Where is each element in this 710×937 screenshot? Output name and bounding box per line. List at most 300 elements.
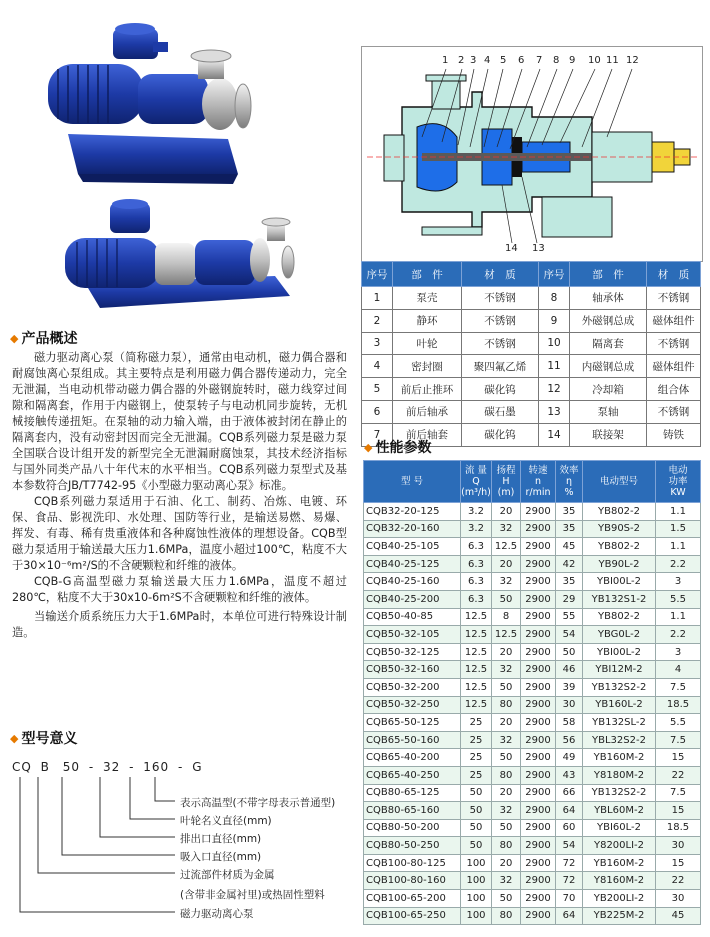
perf-cell: 2900 xyxy=(521,555,556,573)
perf-header-eff xyxy=(556,461,583,503)
perf-cell: 20 xyxy=(492,503,521,521)
perf-cell: 12.5 xyxy=(492,538,521,556)
perf-row xyxy=(364,590,701,608)
perf-cell: YB132S2-2 xyxy=(583,678,656,696)
parts-cell: 铸铁 xyxy=(647,423,701,446)
code-sep: - xyxy=(88,760,95,774)
section-arrow-icon: ◆ xyxy=(364,440,373,454)
parts-cell: 10 xyxy=(539,332,570,355)
perf-cell: YB225M-2 xyxy=(583,907,656,925)
legend-outlet: 排出口直径(mm) xyxy=(180,833,262,845)
perf-header-row xyxy=(364,461,701,503)
model-code xyxy=(12,760,203,774)
perf-cell: 80 xyxy=(492,837,521,855)
perf-cell: YB160M-2 xyxy=(583,749,656,767)
perf-cell: 5.5 xyxy=(656,714,701,732)
perf-cell: 12.5 xyxy=(461,678,492,696)
section-arrow-icon: ◆ xyxy=(10,331,19,345)
perf-cell: 50 xyxy=(492,819,521,837)
perf-cell: 46 xyxy=(556,661,583,679)
perf-cell: CQB80-65-160 xyxy=(364,802,461,820)
perf-row xyxy=(364,678,701,696)
perf-cell: 64 xyxy=(556,907,583,925)
perf-cell: 20 xyxy=(492,714,521,732)
perf-cell: 56 xyxy=(556,731,583,749)
perf-header-speed-line: 转速 xyxy=(528,465,548,476)
parts-cell: 14 xyxy=(539,423,570,446)
parts-header: 部 件 xyxy=(570,262,647,287)
perf-cell: CQB50-32-250 xyxy=(364,696,461,714)
perf-cell: 2900 xyxy=(521,819,556,837)
diagram-number: 9 xyxy=(569,55,576,66)
diagram-number: 13 xyxy=(532,243,545,254)
diagram-number: 7 xyxy=(536,55,543,66)
perf-cell: 54 xyxy=(556,626,583,644)
perf-cell: Y8160M-2 xyxy=(583,872,656,890)
perf-cell: 49 xyxy=(556,749,583,767)
parts-cell: 3 xyxy=(362,332,393,355)
pump-photo-top xyxy=(28,14,268,194)
perf-cell: 2900 xyxy=(521,837,556,855)
parts-cell: 6 xyxy=(362,400,393,423)
perf-cell: 50 xyxy=(461,837,492,855)
perf-cell: CQB80-65-125 xyxy=(364,784,461,802)
perf-cell: 20 xyxy=(492,555,521,573)
parts-cell: 组合体 xyxy=(647,378,701,401)
perf-cell: CQB100-80-160 xyxy=(364,872,461,890)
perf-cell: 80 xyxy=(492,766,521,784)
perf-cell: CQB65-40-200 xyxy=(364,749,461,767)
perf-cell: 6.3 xyxy=(461,573,492,591)
overview-text xyxy=(12,350,347,641)
diagram-number: 2 xyxy=(458,55,465,66)
perf-header-power-line: 功率 xyxy=(668,476,688,487)
overview-paragraph: 当输送介质系统压力大于1.6MPa时，本单位可进行特殊设计制造。 xyxy=(12,610,347,639)
perf-cell: 2900 xyxy=(521,907,556,925)
perf-cell: CQB40-25-200 xyxy=(364,590,461,608)
perf-cell: 70 xyxy=(556,890,583,908)
perf-cell: 3.2 xyxy=(461,503,492,521)
perf-cell: CQB50-32-200 xyxy=(364,678,461,696)
diagram-number: 8 xyxy=(553,55,560,66)
perf-cell: YB132S1-2 xyxy=(583,590,656,608)
perf-header-head-line: H xyxy=(502,476,510,487)
section-arrow-icon: ◆ xyxy=(10,731,19,745)
code-sep: - xyxy=(129,760,135,774)
perf-row xyxy=(364,503,701,521)
parts-cell: 隔离套 xyxy=(570,332,647,355)
perf-cell: 12.5 xyxy=(461,696,492,714)
parts-cell: 冷却箱 xyxy=(570,378,647,401)
perf-cell: 25 xyxy=(461,731,492,749)
parts-row xyxy=(362,400,701,423)
perf-cell: 12.5 xyxy=(461,661,492,679)
perf-cell: 25 xyxy=(461,766,492,784)
perf-cell: 66 xyxy=(556,784,583,802)
perf-cell: 50 xyxy=(492,590,521,608)
perf-cell: 50 xyxy=(492,749,521,767)
parts-cell: 11 xyxy=(539,355,570,378)
perf-cell: 2900 xyxy=(521,573,556,591)
parts-cell: 叶轮 xyxy=(393,332,462,355)
perf-cell: 2900 xyxy=(521,608,556,626)
perf-row xyxy=(364,749,701,767)
perf-cell: 1.1 xyxy=(656,608,701,626)
pump-photo-bottom xyxy=(55,198,305,328)
parts-cell: 不锈钢 xyxy=(647,332,701,355)
perf-cell: YB200LI-2 xyxy=(583,890,656,908)
perf-cell: YB802-2 xyxy=(583,503,656,521)
parts-cell: 泵壳 xyxy=(393,287,462,310)
perf-cell: YBL32S2-2 xyxy=(583,731,656,749)
perf-cell: 2900 xyxy=(521,538,556,556)
perf-cell: 2.2 xyxy=(656,626,701,644)
perf-row xyxy=(364,819,701,837)
perf-cell: 100 xyxy=(461,907,492,925)
perf-cell: 29 xyxy=(556,590,583,608)
parts-row xyxy=(362,378,701,401)
parts-cell: 8 xyxy=(539,287,570,310)
perf-cell: CQB40-25-160 xyxy=(364,573,461,591)
diagram-number: 3 xyxy=(470,55,477,66)
perf-cell: 2900 xyxy=(521,802,556,820)
code-cq: CQ xyxy=(12,760,32,774)
parts-cell: 前后止推环 xyxy=(393,378,462,401)
overview-paragraph: CQB系列磁力泵适用于石油、化工、制药、冶炼、电镀、环保、食品、影视洗印、水处理、国防等行业，是输送易燃、易爆、挥发、有毒、稀有贵重液体和各种腐蚀性液体的理想设备。CQB型磁力泵适用于输送最大压力1.6MPa，温度小超过100℃，粘度不大于30×10⁻⁶m²/S的不含硬颗粒和纤维的液体。 xyxy=(12,495,347,572)
perf-cell: YB160L-2 xyxy=(583,696,656,714)
perf-cell: YB90S-2 xyxy=(583,520,656,538)
legend-material: 过流部件材质为金属 xyxy=(180,869,275,881)
perf-cell: YB132S2-2 xyxy=(583,784,656,802)
parts-cell: 1 xyxy=(362,287,393,310)
perf-cell: YBL60M-2 xyxy=(583,802,656,820)
perf-cell: 2.2 xyxy=(656,555,701,573)
perf-row xyxy=(364,731,701,749)
perf-cell: YBG0L-2 xyxy=(583,626,656,644)
code-b: B xyxy=(40,760,50,774)
perf-cell: 6.3 xyxy=(461,538,492,556)
perf-cell: CQB50-32-105 xyxy=(364,626,461,644)
parts-cell: 外磁钢总成 xyxy=(570,309,647,332)
perf-cell: 7.5 xyxy=(656,784,701,802)
perf-header-eff-line: 效率 xyxy=(559,465,579,476)
perf-cell: 6.3 xyxy=(461,590,492,608)
perf-cell: 6.3 xyxy=(461,555,492,573)
parts-cell: 磁体组件 xyxy=(647,355,701,378)
perf-cell: 2900 xyxy=(521,678,556,696)
perf-cell: 55 xyxy=(556,608,583,626)
parts-row xyxy=(362,287,701,310)
perf-cell: 32 xyxy=(492,731,521,749)
parts-header: 序号 xyxy=(362,262,393,287)
parts-cell: 轴承体 xyxy=(570,287,647,310)
perf-cell: CQB65-50-125 xyxy=(364,714,461,732)
perf-cell: 22 xyxy=(656,766,701,784)
legend-pump-type: 磁力驱动离心泵 xyxy=(180,908,254,920)
code-sep: - xyxy=(178,760,184,774)
parts-cell: 9 xyxy=(539,309,570,332)
perf-cell: CQB65-50-160 xyxy=(364,731,461,749)
parts-header: 部 件 xyxy=(393,262,462,287)
parts-cell: 2 xyxy=(362,309,393,332)
parts-cell: 前后轴套 xyxy=(393,423,462,446)
perf-cell: 60 xyxy=(556,819,583,837)
parts-cell: 不锈钢 xyxy=(647,287,701,310)
perf-cell: 32 xyxy=(492,872,521,890)
perf-header-motor: 电动型号 xyxy=(583,461,656,503)
perf-cell: 18.5 xyxy=(656,696,701,714)
perf-cell: 45 xyxy=(556,538,583,556)
perf-row xyxy=(364,714,701,732)
perf-cell: 2900 xyxy=(521,749,556,767)
perf-header-head-line: (m) xyxy=(497,487,515,498)
perf-row xyxy=(364,626,701,644)
parts-cell: 密封圈 xyxy=(393,355,462,378)
performance-title-text: 性能参数 xyxy=(375,440,432,456)
perf-header-power-line: KW xyxy=(670,487,686,498)
overview-paragraph: 磁力驱动离心泵（简称磁力泵），通常由电动机，磁力偶合器和耐腐蚀离心泵组成。其主要特点是利用磁力偶合器传递动力，完全无泄漏，当电动机带动磁力偶合器的外磁钢旋转时，磁力线穿过间隙和隔离套，作用于内磁钢上，使泵转子与电动机同步旋转，无机械接触传递扭矩。在泵轴的动力输入端，由于液体被封闭在静止的隔离套内，没有动密封因而完全无泄漏。CQB系列磁力泵是磁力泵全国联合设计组开发的新型完全无泄漏耐腐蚀泵，其技术经济指标与国外同类产品八十年代末的水平相当。CQB系列磁力泵型式及基本参数符合JB/T7742-95《小型磁力驱动离心泵》标准。 xyxy=(12,351,347,492)
perf-cell: YBI00L-2 xyxy=(583,573,656,591)
pump-cross-section xyxy=(362,47,702,261)
perf-cell: 50 xyxy=(492,678,521,696)
perf-cell: 20 xyxy=(492,784,521,802)
perf-cell: 50 xyxy=(461,784,492,802)
diagram-number: 11 xyxy=(606,55,619,66)
parts-cell: 不锈钢 xyxy=(462,309,539,332)
perf-header-flow-line: Q xyxy=(472,476,480,487)
perf-cell: 2900 xyxy=(521,854,556,872)
perf-header-head xyxy=(492,461,521,503)
performance-title xyxy=(364,437,431,457)
perf-cell: 80 xyxy=(492,696,521,714)
perf-row xyxy=(364,890,701,908)
perf-row xyxy=(364,872,701,890)
legend-impeller: 叶轮名义直径(mm) xyxy=(180,815,272,827)
perf-cell: 43 xyxy=(556,766,583,784)
perf-cell: CQB40-25-125 xyxy=(364,555,461,573)
perf-cell: 1.1 xyxy=(656,503,701,521)
perf-cell: 100 xyxy=(461,854,492,872)
parts-cell: 聚四氟乙烯 xyxy=(462,355,539,378)
parts-header: 序号 xyxy=(539,262,570,287)
perf-cell: CQB50-40-85 xyxy=(364,608,461,626)
perf-cell: 18.5 xyxy=(656,819,701,837)
perf-row xyxy=(364,854,701,872)
model-code-connectors xyxy=(0,775,180,925)
diagram-number: 12 xyxy=(626,55,639,66)
parts-cell: 不锈钢 xyxy=(462,287,539,310)
perf-cell: 42 xyxy=(556,555,583,573)
perf-cell: 2900 xyxy=(521,784,556,802)
perf-header-power-line: 电动 xyxy=(668,465,688,476)
perf-cell: 72 xyxy=(556,854,583,872)
perf-cell: 1.1 xyxy=(656,538,701,556)
parts-cell: 联接架 xyxy=(570,423,647,446)
perf-cell: 2900 xyxy=(521,714,556,732)
perf-header-speed-line: n xyxy=(534,476,542,487)
diagram-number: 14 xyxy=(505,243,518,254)
perf-header-eff-line: η xyxy=(565,476,573,487)
perf-cell: 35 xyxy=(556,503,583,521)
perf-cell: 50 xyxy=(461,802,492,820)
perf-row xyxy=(364,643,701,661)
perf-row xyxy=(364,608,701,626)
perf-cell: 50 xyxy=(556,643,583,661)
perf-row xyxy=(364,696,701,714)
parts-cell: 7 xyxy=(362,423,393,446)
perf-cell: CQB50-32-160 xyxy=(364,661,461,679)
perf-cell: CQB80-50-250 xyxy=(364,837,461,855)
diagram-number: 10 xyxy=(588,55,601,66)
perf-cell: 2900 xyxy=(521,520,556,538)
legend-inlet: 吸入口直径(mm) xyxy=(180,851,262,863)
structure-diagram xyxy=(361,46,703,262)
perf-row xyxy=(364,766,701,784)
perf-cell: 2900 xyxy=(521,643,556,661)
perf-cell: 15 xyxy=(656,854,701,872)
perf-cell: CQB100-65-250 xyxy=(364,907,461,925)
model-meaning-title-text: 型号意义 xyxy=(21,731,78,747)
diagram-number: 5 xyxy=(500,55,507,66)
perf-cell: 58 xyxy=(556,714,583,732)
perf-cell: 32 xyxy=(492,802,521,820)
perf-cell: YB90L-2 xyxy=(583,555,656,573)
perf-row xyxy=(364,907,701,925)
parts-cell: 磁体组件 xyxy=(647,309,701,332)
perf-header-power xyxy=(656,461,701,503)
parts-header-row xyxy=(362,262,701,287)
perf-row xyxy=(364,555,701,573)
code-g: G xyxy=(192,760,203,774)
perf-row xyxy=(364,784,701,802)
perf-cell: CQB32-20-160 xyxy=(364,520,461,538)
perf-cell: 7.5 xyxy=(656,678,701,696)
parts-cell: 泵轴 xyxy=(570,400,647,423)
perf-cell: 30 xyxy=(656,890,701,908)
parts-cell: 13 xyxy=(539,400,570,423)
perf-cell: CQB40-25-105 xyxy=(364,538,461,556)
parts-cell: 4 xyxy=(362,355,393,378)
parts-row xyxy=(362,309,701,332)
perf-header-speed-line: r/min xyxy=(525,487,551,498)
perf-cell: CQB80-50-200 xyxy=(364,819,461,837)
parts-cell: 前后轴承 xyxy=(393,400,462,423)
code-impeller: 160 xyxy=(143,760,170,774)
perf-cell: 100 xyxy=(461,890,492,908)
perf-row xyxy=(364,661,701,679)
perf-cell: 15 xyxy=(656,749,701,767)
perf-cell: 80 xyxy=(492,907,521,925)
perf-cell: 15 xyxy=(656,802,701,820)
perf-cell: YB132SL-2 xyxy=(583,714,656,732)
overview-paragraph: CQB-G高温型磁力泵输送最大压力1.6MPa，温度不超过280℃，粘度不大于30x10-6m²S不含硬颗粒和纤维的液体。 xyxy=(12,575,347,604)
perf-header-flow-line: 流 量 xyxy=(464,465,488,476)
perf-cell: 4 xyxy=(656,661,701,679)
perf-cell: 12.5 xyxy=(492,626,521,644)
perf-cell: CQB100-80-125 xyxy=(364,854,461,872)
parts-cell: 5 xyxy=(362,378,393,401)
perf-cell: 32 xyxy=(492,520,521,538)
perf-cell: 2900 xyxy=(521,890,556,908)
perf-cell: 12.5 xyxy=(461,626,492,644)
perf-cell: 2900 xyxy=(521,590,556,608)
perf-cell: 50 xyxy=(492,890,521,908)
perf-cell: 12.5 xyxy=(461,643,492,661)
perf-header-flow xyxy=(461,461,492,503)
parts-header: 材 质 xyxy=(462,262,539,287)
perf-header-eff-line: % xyxy=(564,487,574,498)
perf-cell: 25 xyxy=(461,749,492,767)
perf-cell: YBI60L-2 xyxy=(583,819,656,837)
perf-header-speed xyxy=(521,461,556,503)
perf-cell: 2900 xyxy=(521,872,556,890)
overview-title xyxy=(10,328,77,348)
perf-cell: 100 xyxy=(461,872,492,890)
perf-cell: 1.5 xyxy=(656,520,701,538)
parts-cell: 碳化钨 xyxy=(462,378,539,401)
parts-cell: 12 xyxy=(539,378,570,401)
perf-cell: 2900 xyxy=(521,626,556,644)
model-meaning-title xyxy=(10,728,77,748)
perf-cell: 35 xyxy=(556,573,583,591)
parts-table xyxy=(361,261,701,447)
perf-cell: CQB32-20-125 xyxy=(364,503,461,521)
perf-cell: 12.5 xyxy=(461,608,492,626)
diagram-number: 6 xyxy=(518,55,525,66)
perf-cell: 22 xyxy=(656,872,701,890)
perf-cell: 7.5 xyxy=(656,731,701,749)
perf-cell: 30 xyxy=(656,837,701,855)
perf-cell: 20 xyxy=(492,854,521,872)
parts-cell: 碳石墨 xyxy=(462,400,539,423)
perf-cell: 2900 xyxy=(521,766,556,784)
perf-cell: CQB100-65-200 xyxy=(364,890,461,908)
perf-cell: 2900 xyxy=(521,661,556,679)
perf-cell: 2900 xyxy=(521,731,556,749)
parts-cell: 不锈钢 xyxy=(647,400,701,423)
diagram-number: 1 xyxy=(442,55,449,66)
perf-row xyxy=(364,837,701,855)
perf-cell: 2900 xyxy=(521,503,556,521)
perf-cell: YBI12M-2 xyxy=(583,661,656,679)
perf-cell: 2900 xyxy=(521,696,556,714)
overview-title-text: 产品概述 xyxy=(21,331,78,347)
perf-cell: 5.5 xyxy=(656,590,701,608)
parts-cell: 碳化钨 xyxy=(462,423,539,446)
perf-cell: 64 xyxy=(556,802,583,820)
perf-cell: 20 xyxy=(492,643,521,661)
perf-header-model: 型 号 xyxy=(364,461,461,503)
perf-cell: 54 xyxy=(556,837,583,855)
perf-header-flow-line: (m³/h) xyxy=(461,487,491,498)
perf-cell: Y8200LI-2 xyxy=(583,837,656,855)
perf-cell: 30 xyxy=(556,696,583,714)
parts-row xyxy=(362,332,701,355)
perf-row xyxy=(364,802,701,820)
perf-cell: 72 xyxy=(556,872,583,890)
diagram-number: 4 xyxy=(484,55,491,66)
perf-cell: 32 xyxy=(492,573,521,591)
perf-cell: 8 xyxy=(492,608,521,626)
parts-cell: 静环 xyxy=(393,309,462,332)
perf-cell: 3 xyxy=(656,643,701,661)
perf-cell: CQB65-40-250 xyxy=(364,766,461,784)
perf-cell: YB802-2 xyxy=(583,608,656,626)
perf-cell: 32 xyxy=(492,661,521,679)
perf-cell: 35 xyxy=(556,520,583,538)
perf-cell: 25 xyxy=(461,714,492,732)
parts-header: 材 质 xyxy=(647,262,701,287)
